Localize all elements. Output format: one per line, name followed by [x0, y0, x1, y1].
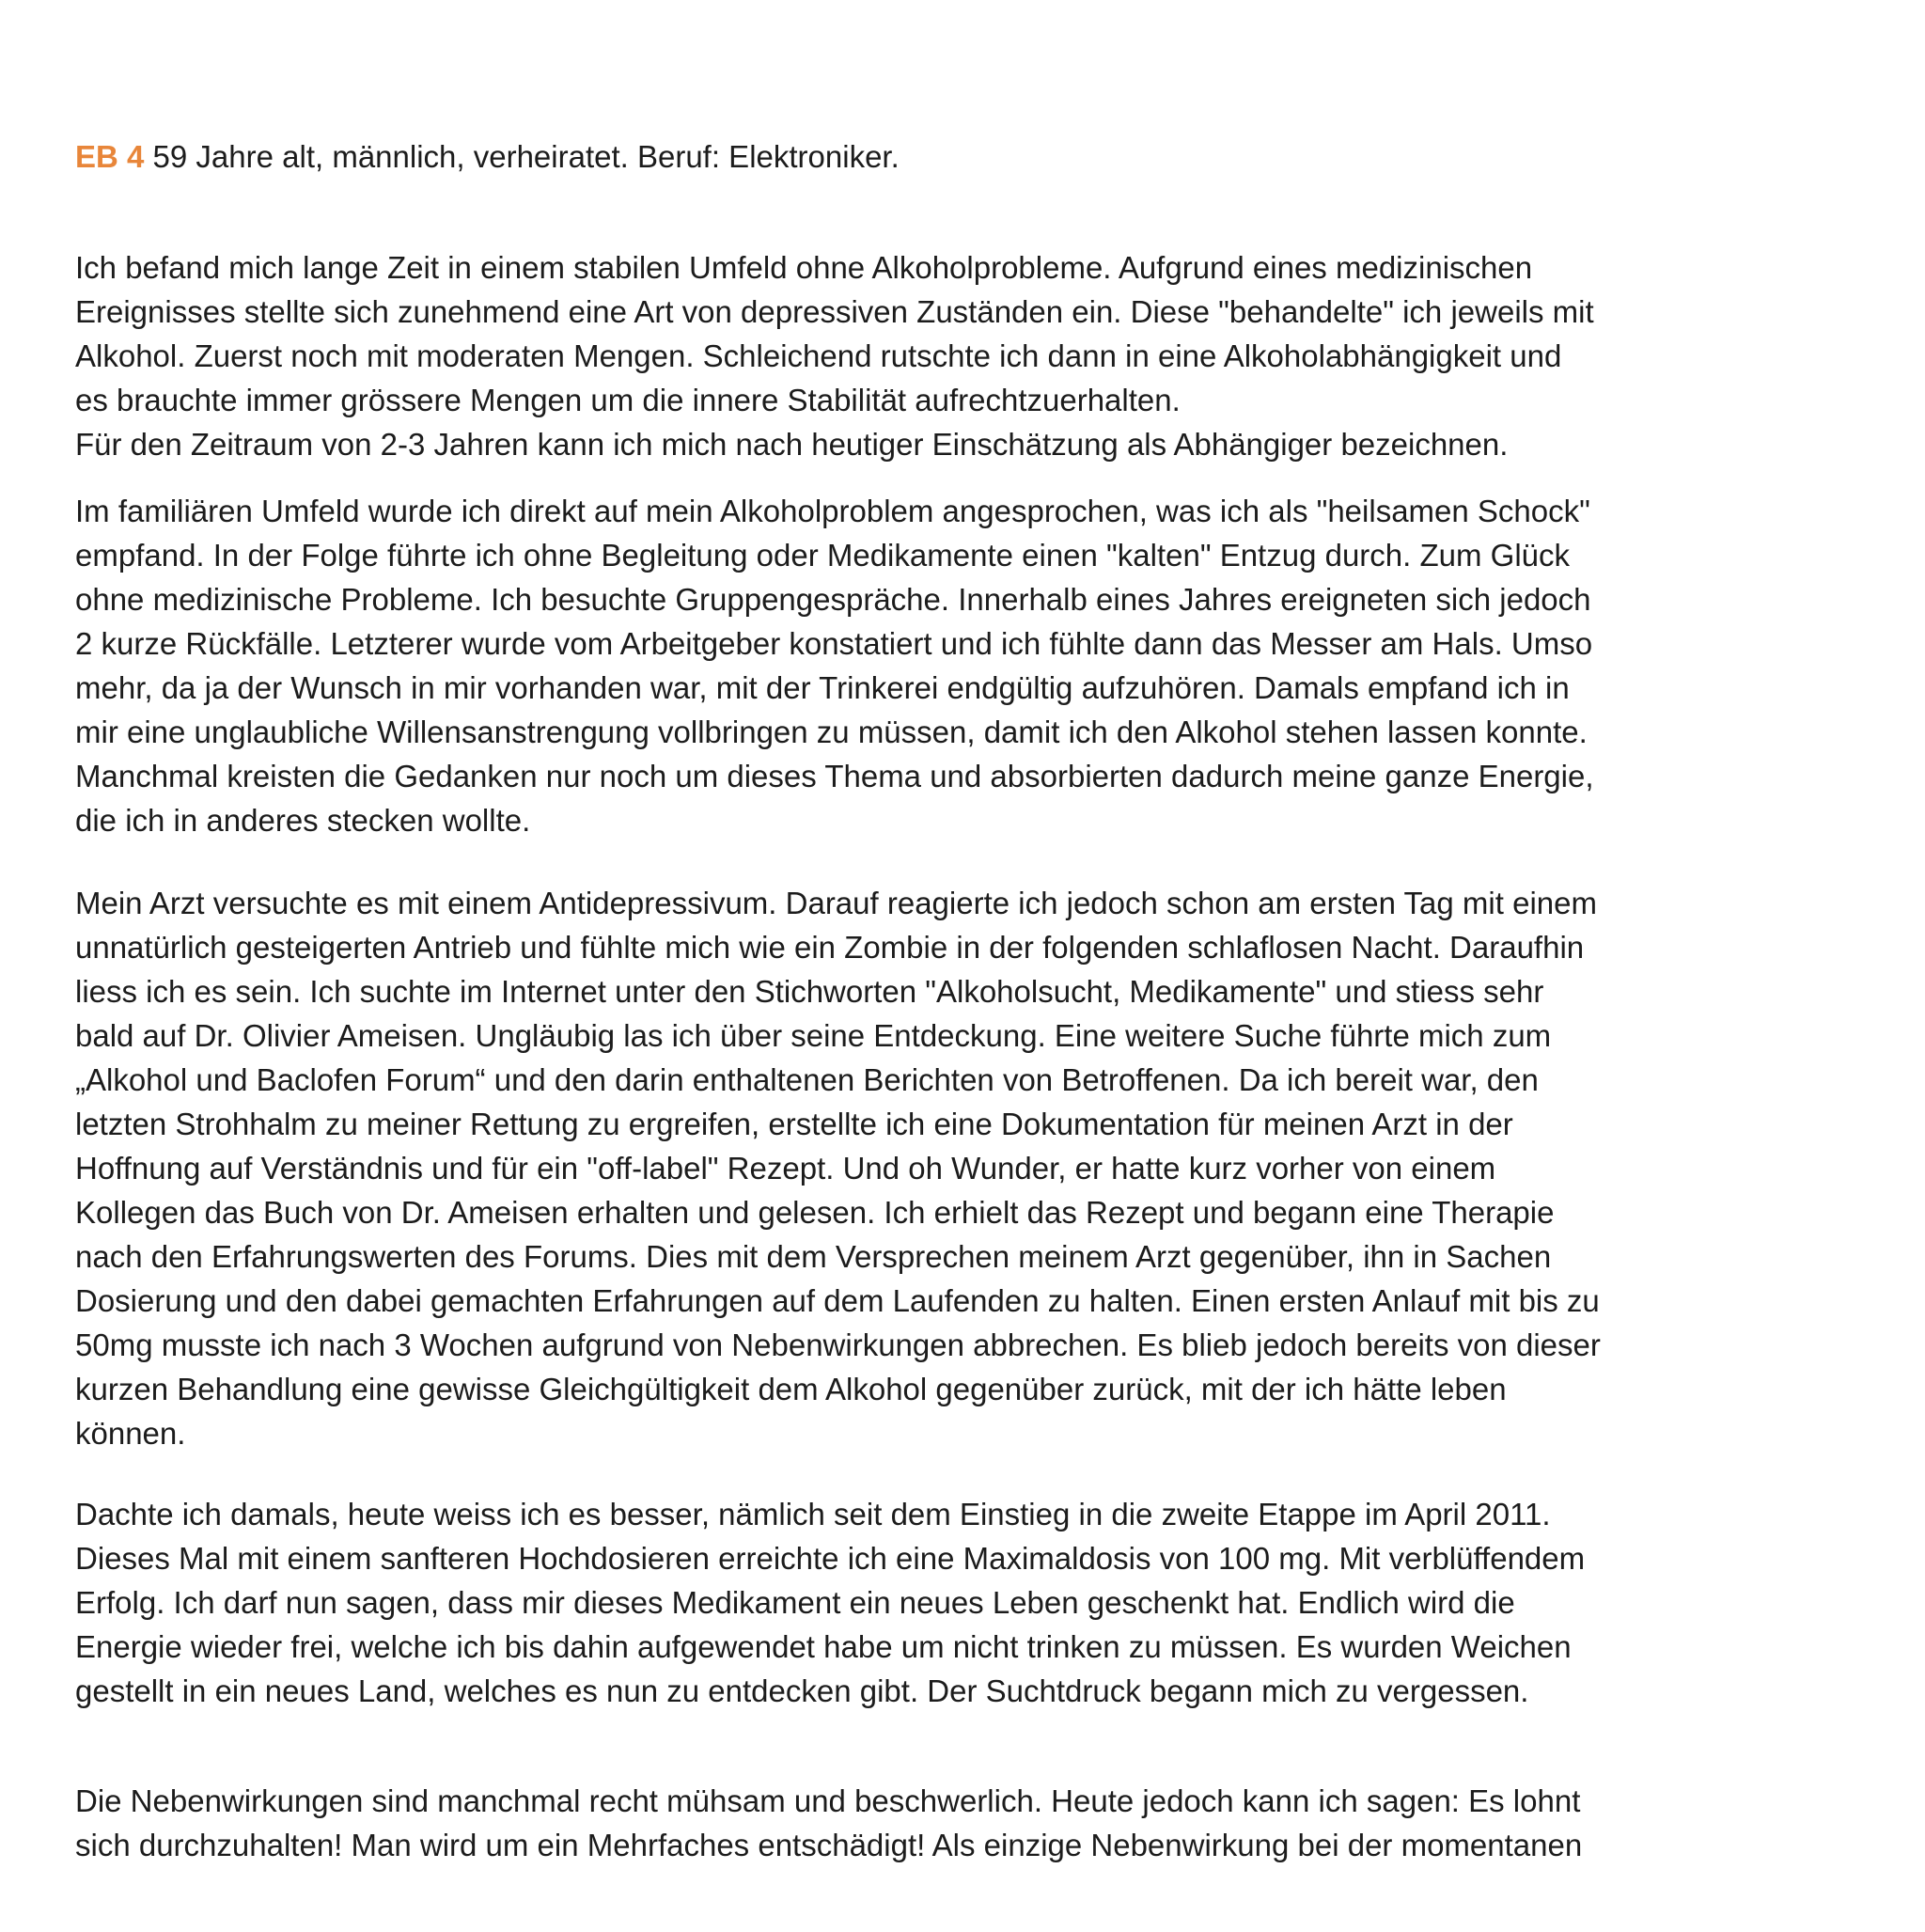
paragraph-5: [75, 1779, 1885, 1867]
paragraph-1: [75, 245, 1885, 466]
text-line: gestellt in ein neues Land, welches es nun zu entdecken gibt. Der Suchtdruck begann mich zu vergessen.: [75, 1673, 1529, 1708]
text-line: Mein Arzt versuchte es mit einem Antidepressivum. Darauf reagierte ich jedoch schon am ersten Tag mit einem: [75, 886, 1597, 920]
text-line: unnatürlich gesteigerten Antrieb und fühlte mich wie ein Zombie in der folgenden schlaflosen Nacht. Daraufhin: [75, 930, 1585, 965]
text-line: Alkohol. Zuerst noch mit moderaten Mengen. Schleichend rutschte ich dann in eine Alkoholabhängigkeit und: [75, 338, 1562, 373]
text-line: Für den Zeitraum von 2-3 Jahren kann ich mich nach heutiger Einschätzung als Abhängiger bezeichnen.: [75, 427, 1509, 462]
text-line: sich durchzuhalten! Man wird um ein Mehrfaches entschädigt! Als einzige Nebenwirkung bei der momentanen: [75, 1828, 1583, 1862]
text-line: Ich befand mich lange Zeit in einem stabilen Umfeld ohne Alkoholprobleme. Aufgrund eines medizinischen: [75, 250, 1533, 285]
text-line: „Alkohol und Baclofen Forum“ und den darin enthaltenen Berichten von Betroffenen. Da ich bereit war, den: [75, 1062, 1539, 1097]
text-line: bald auf Dr. Olivier Ameisen. Ungläubig las ich über seine Entdeckung. Eine weitere Suche führte mich zum: [75, 1018, 1552, 1053]
paragraph-4: [75, 1492, 1885, 1713]
text-line: ohne medizinische Probleme. Ich besuchte Gruppengespräche. Innerhalb eines Jahres ereigneten sich jedoch: [75, 582, 1591, 617]
text-line: 50mg musste ich nach 3 Wochen aufgrund von Nebenwirkungen abbrechen. Es blieb jedoch bereits von dieser: [75, 1327, 1601, 1362]
text-line: Manchmal kreisten die Gedanken nur noch um dieses Thema und absorbierten dadurch meine ganze Energie,: [75, 759, 1594, 793]
text-line: empfand. In der Folge führte ich ohne Begleitung oder Medikamente einen "kalten" Entzug durch. Zum Glück: [75, 538, 1571, 573]
paragraph-3: [75, 881, 1885, 1455]
text-line: Im familiären Umfeld wurde ich direkt auf mein Alkoholproblem angesprochen, was ich als "heilsamen Schock": [75, 494, 1590, 528]
case-header: [75, 134, 900, 179]
text-line: Dachte ich damals, heute weiss ich es besser, nämlich seit dem Einstieg in die zweite Etappe im April 2011.: [75, 1497, 1551, 1531]
paragraph-2: [75, 489, 1885, 842]
text-line: Dieses Mal mit einem sanfteren Hochdosieren erreichte ich eine Maximaldosis von 100 mg. Mit verblüffendem: [75, 1541, 1586, 1576]
text-line: Kollegen das Buch von Dr. Ameisen erhalten und gelesen. Ich erhielt das Rezept und begann eine Therapie: [75, 1195, 1555, 1230]
case-info: 59 Jahre alt, männlich, verheiratet. Beruf: Elektroniker.: [144, 139, 900, 174]
text-line: 2 kurze Rückfälle. Letzterer wurde vom Arbeitgeber konstatiert und ich fühlte dann das Messer am Hals. Umso: [75, 626, 1593, 661]
text-line: letzten Strohhalm zu meiner Rettung zu ergreifen, erstellte ich eine Dokumentation für meinen Arzt in der: [75, 1107, 1513, 1141]
text-line: Dosierung und den dabei gemachten Erfahrungen auf dem Laufenden zu halten. Einen ersten Anlauf mit bis zu: [75, 1283, 1600, 1318]
text-line: können.: [75, 1416, 186, 1451]
case-code: EB 4: [75, 139, 145, 174]
text-line: mehr, da ja der Wunsch in mir vorhanden war, mit der Trinkerei endgültig aufzuhören. Damals empfand ich in: [75, 670, 1570, 705]
text-line: kurzen Behandlung eine gewisse Gleichgültigkeit dem Alkohol gegenüber zurück, mit der ich hätte leben: [75, 1372, 1507, 1406]
text-line: Energie wieder frei, welche ich bis dahin aufgewendet habe um nicht trinken zu müssen. Es wurden Weichen: [75, 1629, 1572, 1664]
text-line: nach den Erfahrungswerten des Forums. Dies mit dem Versprechen meinem Arzt gegenüber, ihn in Sachen: [75, 1239, 1552, 1274]
text-line: Ereignisses stellte sich zunehmend eine Art von depressiven Zuständen ein. Diese "behandelte" ich jeweils mit: [75, 294, 1594, 329]
text-line: Erfolg. Ich darf nun sagen, dass mir dieses Medikament ein neues Leben geschenkt hat. Endlich wird die: [75, 1585, 1515, 1620]
text-line: Die Nebenwirkungen sind manchmal recht mühsam und beschwerlich. Heute jedoch kann ich sagen: Es lohnt: [75, 1783, 1581, 1818]
text-line: mir eine unglaubliche Willensanstrengung vollbringen zu müssen, damit ich den Alkohol stehen lassen konnte.: [75, 715, 1588, 749]
text-line: liess ich es sein. Ich suchte im Internet unter den Stichworten "Alkoholsucht, Medikamente" und stiess sehr: [75, 974, 1544, 1009]
text-line: es brauchte immer grössere Mengen um die innere Stabilität aufrechtzuerhalten.: [75, 383, 1181, 417]
text-line: die ich in anderes stecken wollte.: [75, 803, 531, 838]
text-line: Hoffnung auf Verständnis und für ein "off-label" Rezept. Und oh Wunder, er hatte kurz vorher von einem: [75, 1151, 1496, 1186]
